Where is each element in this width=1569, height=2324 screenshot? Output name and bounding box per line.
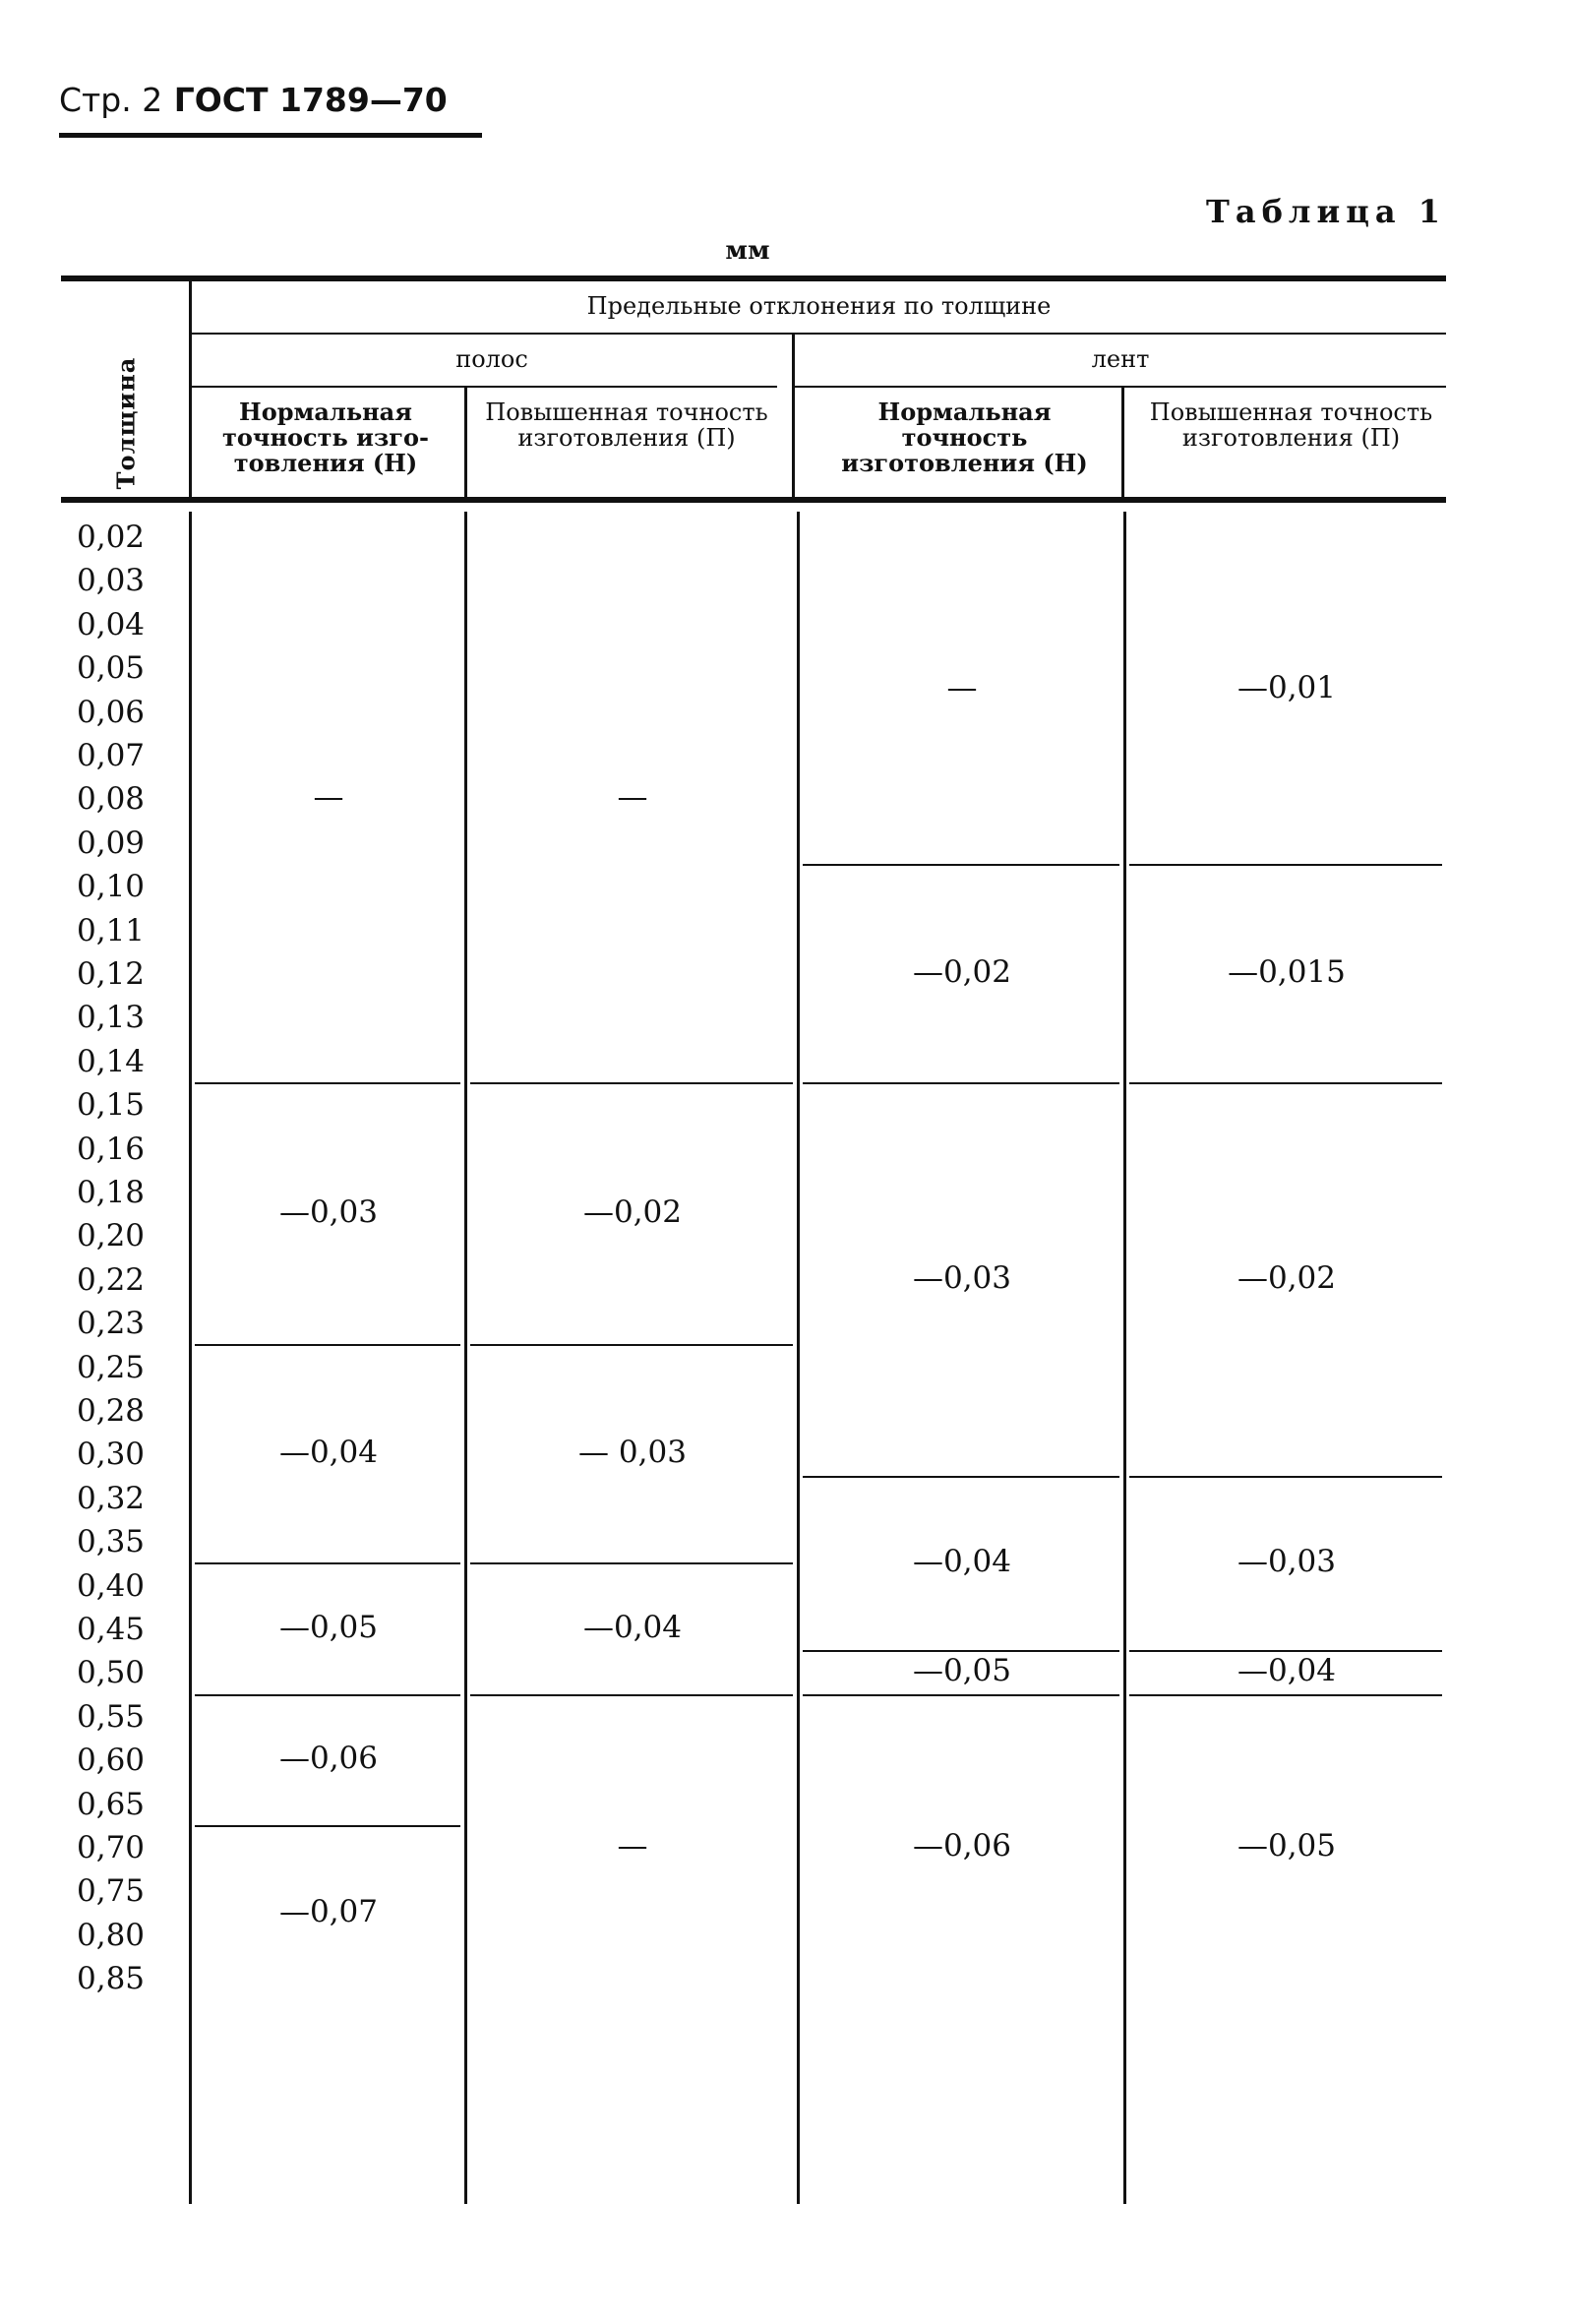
strips-normal-value: —0,07 [278,1893,379,1929]
page-label: Стр. 2 [59,81,163,119]
thickness-value: 0,22 [77,1261,146,1298]
strips-normal-value: —0,06 [278,1741,379,1777]
thickness-value: 0,45 [77,1612,146,1647]
tapes-increased-separator [1129,864,1442,866]
tapes-increased-value: —0,015 [1228,954,1346,990]
strips-increased-separator [470,1694,793,1696]
tapes-normal-header: Нормальная точность изготовления (Н) [841,398,1088,477]
thickness-value: 0,75 [77,1873,146,1910]
strips-increased-value: —0,04 [582,1610,683,1645]
thickness-value: 0,32 [77,1480,146,1516]
thickness-value: 0,50 [77,1655,146,1691]
thickness-value: 0,13 [77,1000,146,1036]
body-vline-1 [189,512,192,2204]
thickness-value: 0,60 [77,1743,146,1779]
thickness-value: 0,28 [77,1393,146,1429]
strips-increased-value: — [617,1828,648,1864]
thickness-value: 0,15 [77,1087,146,1124]
tapes-increased-separator [1129,1082,1442,1084]
tapes-increased-separator [1129,1476,1442,1478]
tapes-normal-value: —0,02 [912,954,1012,990]
tapes-normal-value: —0,04 [912,1544,1012,1580]
tapes-normal-separator [803,1650,1119,1652]
thickness-value: 0,25 [77,1349,146,1385]
thickness-value: 0,65 [77,1786,146,1822]
tapes-normal-value: — [946,670,978,706]
tapes-normal-value: —0,05 [912,1653,1012,1689]
strips-increased-separator [470,1082,793,1084]
strips-normal-value: —0,03 [278,1194,379,1231]
strips-increased-value: —0,02 [582,1194,683,1231]
tapes-normal-separator [803,864,1119,866]
header-bottom-rule [61,497,1446,503]
thickness-column-header: Толщина [111,356,141,490]
table-title: Таблица 1 [1206,193,1446,230]
tapes-header: лент [1091,345,1150,373]
thickness-value: 0,80 [77,1917,146,1953]
tapes-normal-separator [803,1082,1119,1084]
thickness-value: 0,04 [77,606,146,642]
thickness-value: 0,09 [77,825,146,861]
standard-number: ГОСТ 1789—70 [173,81,448,119]
tapes-increased-value: —0,02 [1237,1259,1337,1296]
strips-increased-separator [470,1344,793,1346]
thickness-value: 0,03 [77,563,146,599]
tapes-increased-separator [1129,1650,1442,1652]
thickness-value: 0,55 [77,1698,146,1735]
body-vline-3 [797,512,800,2204]
header-vline-4 [1121,388,1124,500]
header-divider-2-right [795,386,1446,388]
thickness-value: 0,40 [77,1567,146,1604]
tapes-normal-value: —0,03 [912,1259,1012,1296]
header-vline-2 [464,388,467,500]
tapes-increased-separator [1129,1694,1442,1696]
strips-normal-value: —0,04 [278,1435,379,1471]
strips-header: полос [455,345,528,373]
strips-normal-separator [195,1825,460,1827]
thickness-value: 0,08 [77,781,146,818]
thickness-value: 0,23 [77,1306,146,1342]
body-vline-2 [464,512,467,2204]
strips-normal-separator [195,1344,460,1346]
limit-deviations-header: Предельные отклонения по толщине [586,292,1052,320]
thickness-value: 0,02 [77,520,146,555]
tapes-normal-separator [803,1476,1119,1478]
thickness-value: 0,10 [77,869,146,905]
thickness-value: 0,20 [77,1218,146,1254]
thickness-value: 0,11 [77,912,146,948]
strips-normal-value: —0,05 [278,1610,379,1645]
thickness-value: 0,07 [77,738,146,773]
strips-normal-separator [195,1082,460,1084]
strips-normal-header: Нормальная точность изго- товления (Н) [222,398,429,477]
thickness-value: 0,35 [77,1524,146,1560]
strips-normal-separator [195,1694,460,1696]
thickness-value: 0,16 [77,1131,146,1167]
strips-normal-separator [195,1562,460,1564]
thickness-value: 0,30 [77,1437,146,1473]
tapes-increased-value: —0,05 [1237,1828,1337,1864]
tapes-increased-value: —0,04 [1237,1653,1337,1689]
thickness-value: 0,18 [77,1175,146,1210]
strips-normal-value: — [313,779,344,816]
tapes-increased-value: —0,03 [1237,1544,1337,1580]
tapes-increased-header: Повышенная точность изготовления (П) [1149,398,1433,452]
thickness-value: 0,06 [77,694,146,730]
thickness-value: 0,14 [77,1043,146,1079]
tapes-normal-value: —0,06 [912,1828,1012,1864]
header-divider-1 [192,333,1446,335]
tapes-increased-value: —0,01 [1237,670,1337,706]
strips-increased-header: Повышенная точность изготовления (П) [485,398,768,452]
header-rule [59,133,482,138]
strips-increased-value: — 0,03 [578,1435,687,1471]
thickness-value: 0,70 [77,1830,146,1865]
header-divider-2-left [192,386,777,388]
thickness-value: 0,05 [77,650,146,687]
thickness-value: 0,12 [77,956,146,992]
body-vline-4 [1123,512,1126,2204]
strips-increased-separator [470,1562,793,1564]
table-top-rule [61,275,1446,281]
tapes-normal-separator [803,1694,1119,1696]
table-units: мм [725,236,770,266]
strips-increased-value: — [617,779,648,816]
page-header [59,81,448,119]
thickness-value: 0,85 [77,1961,146,1997]
